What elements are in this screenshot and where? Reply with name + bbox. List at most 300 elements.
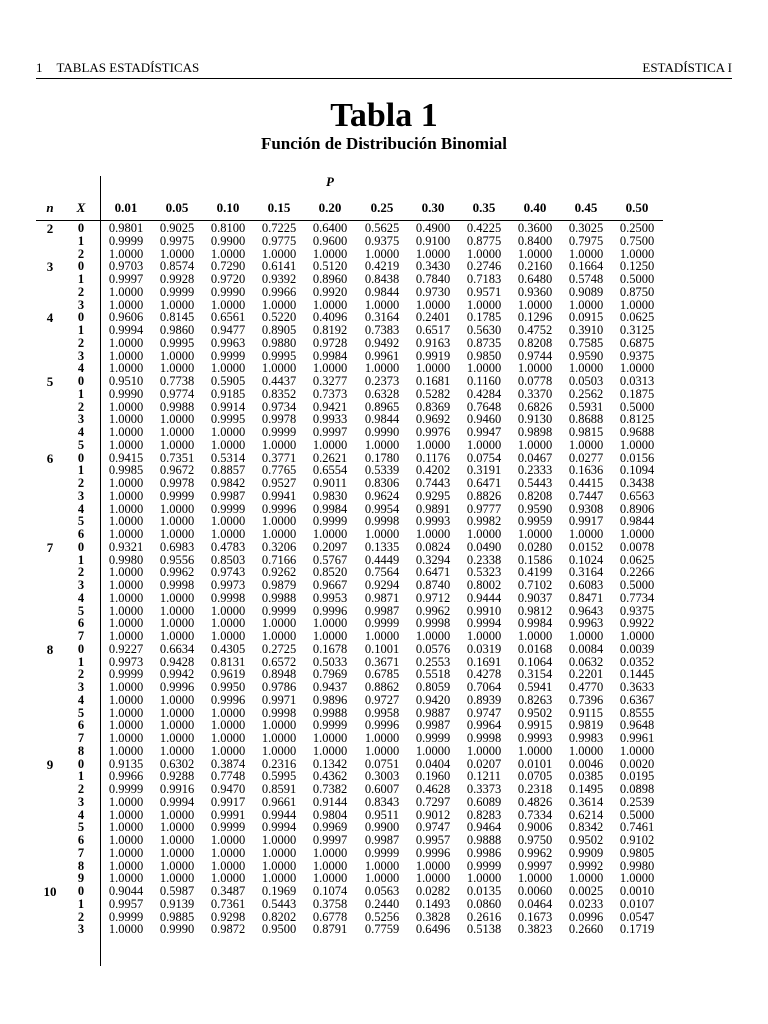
x-value: 2	[77, 565, 85, 580]
probability-cell: 1.0000	[210, 833, 246, 847]
probability-cell: 0.9969	[312, 820, 348, 835]
x-value: 8	[77, 743, 85, 758]
probability-cell: 0.2373	[364, 374, 400, 388]
probability-cell: 0.9844	[364, 412, 400, 427]
x-value: 1	[77, 386, 85, 401]
probability-cell: 0.6007	[364, 782, 400, 796]
probability-cell: 0.0705	[517, 769, 553, 784]
probability-cell: 0.9900	[210, 233, 246, 248]
section-title: TABLAS ESTADÍSTICAS	[56, 60, 200, 75]
probability-cell: 0.1664	[568, 259, 604, 274]
probability-cell: 0.9987	[364, 833, 400, 847]
x-value: 8	[77, 858, 85, 873]
probability-cell: 0.4284	[466, 386, 502, 401]
probability-cell: 0.2318	[517, 782, 553, 796]
probability-cell: 0.9984	[312, 348, 348, 363]
probability-cell: 0.3671	[364, 654, 400, 669]
probability-cell: 1.0000	[108, 527, 144, 541]
n-column-header: n	[46, 200, 54, 215]
probability-cell: 0.8192	[312, 323, 348, 337]
probability-cell: 0.9743	[210, 565, 246, 580]
probability-cell: 0.9998	[466, 731, 502, 745]
n-value: 2	[46, 221, 54, 236]
x-value: 0	[77, 221, 85, 235]
probability-cell: 1.0000	[466, 629, 502, 643]
probability-cell: 1.0000	[517, 527, 553, 541]
p-column-header: 0.10	[216, 200, 240, 215]
probability-cell: 0.9590	[517, 501, 553, 516]
probability-cell: 1.0000	[159, 845, 195, 860]
probability-cell: 1.0000	[108, 476, 144, 490]
probability-cell: 0.6634	[159, 641, 195, 656]
probability-cell: 0.1094	[619, 463, 655, 478]
probability-cell: 1.0000	[364, 858, 400, 873]
probability-cell: 0.4096	[312, 310, 348, 325]
probability-cell: 0.9963	[568, 616, 604, 631]
probability-cell: 0.9294	[364, 578, 400, 592]
probability-cell: 0.9959	[517, 514, 553, 529]
probability-cell: 0.2201	[568, 667, 604, 682]
probability-cell: 1.0000	[568, 629, 604, 643]
probability-cell: 1.0000	[364, 743, 400, 758]
x-value: 3	[77, 578, 85, 592]
probability-cell: 0.9510	[108, 374, 144, 388]
probability-cell: 1.0000	[364, 871, 400, 886]
x-value: 1	[77, 233, 85, 248]
probability-cell: 0.5033	[312, 654, 348, 669]
probability-cell: 0.9775	[261, 233, 297, 248]
probability-cell: 0.9619	[210, 667, 246, 682]
probability-cell: 0.5941	[517, 680, 553, 694]
probability-cell: 0.2616	[466, 909, 502, 924]
probability-cell: 1.0000	[261, 616, 297, 631]
probability-cell: 1.0000	[210, 743, 246, 758]
probability-cell: 0.9942	[159, 667, 195, 682]
probability-cell: 0.6328	[364, 386, 400, 401]
probability-cell: 0.8369	[415, 399, 451, 414]
probability-cell: 0.8574	[159, 259, 195, 274]
probability-cell: 1.0000	[517, 437, 553, 452]
n-value: 6	[46, 450, 54, 466]
probability-cell: 0.5443	[261, 896, 297, 911]
probability-cell: 0.9672	[159, 463, 195, 478]
probability-cell: 0.5518	[415, 667, 451, 682]
n-value: 9	[46, 756, 54, 772]
probability-cell: 0.2500	[619, 221, 655, 235]
probability-cell: 0.0352	[619, 654, 655, 669]
probability-cell: 0.7969	[312, 667, 348, 682]
probability-cell: 0.1969	[261, 884, 297, 898]
probability-cell: 0.9437	[312, 680, 348, 694]
probability-cell: 0.0751	[364, 756, 400, 771]
probability-cell: 0.9477	[210, 323, 246, 337]
probability-cell: 0.9990	[159, 922, 195, 937]
probability-cell: 1.0000	[210, 705, 246, 720]
probability-cell: 0.5314	[210, 450, 246, 465]
probability-cell: 1.0000	[159, 348, 195, 363]
probability-cell: 0.7297	[415, 794, 451, 809]
probability-cell: 0.0233	[568, 896, 604, 911]
probability-cell: 0.8503	[210, 552, 246, 567]
probability-cell: 0.4752	[517, 323, 553, 337]
probability-cell: 0.9999	[364, 616, 400, 631]
probability-cell: 0.9997	[517, 858, 553, 873]
probability-cell: 0.8939	[466, 692, 502, 707]
probability-cell: 1.0000	[312, 527, 348, 541]
probability-cell: 0.9744	[517, 348, 553, 363]
probability-cell: 0.8306	[364, 476, 400, 490]
probability-cell: 0.9885	[159, 909, 195, 924]
probability-cell: 0.9298	[210, 909, 246, 924]
probability-cell: 0.4900	[415, 221, 451, 235]
probability-cell: 1.0000	[415, 527, 451, 541]
probability-cell: 0.9999	[261, 425, 297, 439]
probability-cell: 0.9728	[312, 335, 348, 350]
probability-cell: 0.0754	[466, 450, 502, 465]
probability-cell: 0.5905	[210, 374, 246, 388]
probability-cell: 0.9998	[210, 590, 246, 605]
probability-cell: 1.0000	[159, 616, 195, 631]
probability-cell: 0.8471	[568, 590, 604, 605]
probability-cell: 1.0000	[108, 335, 144, 350]
probability-cell: 0.0280	[517, 539, 553, 554]
probability-cell: 0.4628	[415, 782, 451, 796]
probability-cell: 0.0385	[568, 769, 604, 784]
n-value: 7	[46, 539, 54, 555]
probability-cell: 1.0000	[159, 705, 195, 720]
probability-cell: 0.9500	[261, 922, 297, 937]
probability-cell: 0.6471	[466, 476, 502, 490]
probability-cell: 0.9860	[159, 323, 195, 337]
probability-cell: 0.5282	[415, 386, 451, 401]
probability-cell: 0.3164	[568, 565, 604, 580]
x-value: 2	[77, 335, 85, 350]
probability-cell: 1.0000	[108, 922, 144, 937]
probability-cell: 0.9996	[261, 501, 297, 516]
probability-cell: 0.1342	[312, 756, 348, 771]
probability-cell: 1.0000	[108, 629, 144, 643]
x-value: 1	[77, 323, 85, 337]
probability-cell: 0.9804	[312, 807, 348, 822]
probability-cell: 0.1074	[312, 884, 348, 898]
probability-cell: 1.0000	[108, 603, 144, 618]
probability-cell: 0.3370	[517, 386, 553, 401]
probability-cell: 0.7064	[466, 680, 502, 694]
x-value: 5	[77, 705, 85, 720]
probability-cell: 0.9993	[415, 514, 451, 529]
probability-cell: 0.9805	[619, 845, 655, 860]
probability-cell: 0.9962	[415, 603, 451, 618]
probability-cell: 0.0404	[415, 756, 451, 771]
probability-cell: 0.7290	[210, 259, 246, 274]
probability-cell: 0.9879	[261, 578, 297, 592]
probability-cell: 0.9961	[619, 731, 655, 745]
probability-cell: 0.9037	[517, 590, 553, 605]
x-value: 3	[77, 348, 85, 363]
probability-cell: 0.0207	[466, 756, 502, 771]
probability-cell: 0.9922	[619, 616, 655, 631]
probability-cell: 0.0563	[364, 884, 400, 898]
probability-cell: 0.7361	[210, 896, 246, 911]
probability-cell: 1.0000	[108, 820, 144, 835]
probability-cell: 1.0000	[415, 297, 451, 312]
probability-cell: 1.0000	[364, 361, 400, 376]
probability-cell: 0.9492	[364, 335, 400, 350]
x-value: 2	[77, 246, 85, 261]
probability-cell: 1.0000	[210, 514, 246, 529]
probability-cell: 0.7383	[364, 323, 400, 337]
probability-cell: 1.0000	[517, 871, 553, 886]
x-value: 9	[77, 871, 85, 886]
probability-cell: 0.9999	[108, 667, 144, 682]
probability-cell: 0.0152	[568, 539, 604, 554]
probability-cell: 1.0000	[210, 246, 246, 261]
probability-cell: 0.9730	[415, 284, 451, 299]
probability-cell: 0.9914	[210, 399, 246, 414]
probability-cell: 0.1335	[364, 539, 400, 554]
probability-cell: 0.5625	[364, 221, 400, 235]
probability-cell: 1.0000	[108, 590, 144, 605]
n-value: 3	[46, 259, 54, 275]
probability-cell: 1.0000	[159, 820, 195, 835]
probability-cell: 0.9830	[312, 488, 348, 503]
probability-cell: 1.0000	[210, 297, 246, 312]
probability-cell: 0.9888	[466, 833, 502, 847]
probability-cell: 0.9999	[312, 718, 348, 733]
probability-cell: 1.0000	[261, 731, 297, 745]
probability-cell: 1.0000	[619, 437, 655, 452]
probability-cell: 0.0778	[517, 374, 553, 388]
probability-cell: 0.9999	[210, 501, 246, 516]
probability-cell: 0.9910	[466, 603, 502, 618]
probability-cell: 1.0000	[364, 297, 400, 312]
probability-cell: 1.0000	[108, 858, 144, 873]
probability-cell: 0.9712	[415, 590, 451, 605]
x-value: 1	[77, 896, 85, 911]
probability-cell: 0.9703	[108, 259, 144, 274]
probability-cell: 0.3828	[415, 909, 451, 924]
probability-cell: 1.0000	[108, 833, 144, 847]
probability-cell: 0.9999	[415, 731, 451, 745]
x-value: 5	[77, 603, 85, 618]
probability-cell: 0.4437	[261, 374, 297, 388]
probability-cell: 0.9308	[568, 501, 604, 516]
probability-cell: 1.0000	[261, 514, 297, 529]
probability-cell: 1.0000	[466, 246, 502, 261]
probability-cell: 1.0000	[619, 361, 655, 376]
probability-cell: 0.6214	[568, 807, 604, 822]
probability-cell: 0.9163	[415, 335, 451, 350]
probability-cell: 0.2553	[415, 654, 451, 669]
probability-cell: 0.1211	[467, 769, 501, 784]
probability-cell: 0.7102	[517, 578, 553, 592]
probability-cell: 0.5000	[619, 272, 655, 286]
probability-cell: 0.3154	[517, 667, 553, 682]
probability-cell: 0.9288	[159, 769, 195, 784]
probability-cell: 0.9819	[568, 718, 604, 733]
probability-cell: 0.9896	[312, 692, 348, 707]
probability-cell: 0.0632	[568, 654, 604, 669]
probability-cell: 1.0000	[210, 616, 246, 631]
probability-cell: 0.6983	[159, 539, 195, 554]
probability-cell: 0.9880	[261, 335, 297, 350]
probability-cell: 0.2097	[312, 539, 348, 554]
probability-cell: 0.2401	[415, 310, 451, 325]
probability-cell: 0.9933	[312, 412, 348, 427]
probability-cell: 1.0000	[415, 858, 451, 873]
probability-cell: 0.2266	[619, 565, 655, 580]
probability-cell: 0.9917	[210, 794, 246, 809]
probability-cell: 0.8965	[364, 399, 400, 414]
probability-cell: 0.9999	[312, 514, 348, 529]
probability-cell: 1.0000	[517, 246, 553, 261]
probability-cell: 0.7334	[517, 807, 553, 822]
probability-cell: 0.9995	[159, 335, 195, 350]
probability-cell: 0.9643	[568, 603, 604, 618]
probability-cell: 0.0915	[568, 310, 604, 325]
probability-cell: 0.9139	[159, 896, 195, 911]
probability-cell: 0.9985	[108, 463, 144, 478]
probability-cell: 1.0000	[261, 527, 297, 541]
probability-cell: 0.9976	[415, 425, 451, 439]
probability-cell: 0.9947	[466, 425, 502, 439]
probability-cell: 0.3487	[210, 884, 246, 898]
probability-cell: 1.0000	[312, 246, 348, 261]
probability-cell: 0.9996	[364, 718, 400, 733]
probability-cell: 0.8775	[466, 233, 502, 248]
probability-cell: 1.0000	[568, 743, 604, 758]
probability-cell: 0.9944	[261, 807, 297, 822]
probability-cell: 0.3277	[312, 374, 348, 388]
p-column-header: 0.50	[625, 200, 649, 215]
probability-cell: 0.9987	[415, 718, 451, 733]
probability-cell: 0.3910	[568, 323, 604, 337]
probability-cell: 0.9997	[108, 272, 144, 286]
book-title: ESTADÍSTICA I	[642, 60, 732, 75]
probability-cell: 0.9688	[619, 425, 655, 439]
probability-cell: 0.9360	[517, 284, 553, 299]
probability-cell: 0.8343	[364, 794, 400, 809]
probability-cell: 0.9998	[364, 514, 400, 529]
probability-cell: 0.6471	[415, 565, 451, 580]
probability-cell: 0.7225	[261, 221, 297, 235]
x-value: 2	[77, 782, 85, 796]
probability-cell: 0.0010	[619, 884, 655, 898]
probability-cell: 0.9983	[568, 731, 604, 745]
probability-cell: 1.0000	[108, 705, 144, 720]
probability-cell: 0.9815	[568, 425, 604, 439]
p-column-header: 0.45	[574, 200, 598, 215]
probability-cell: 0.7500	[619, 233, 655, 248]
probability-cell: 0.3600	[517, 221, 553, 235]
probability-cell: 0.7648	[466, 399, 502, 414]
probability-cell: 0.4202	[415, 463, 451, 478]
probability-cell: 0.9185	[210, 386, 246, 401]
probability-cell: 1.0000	[364, 731, 400, 745]
probability-cell: 0.1176	[416, 450, 450, 465]
probability-cell: 1.0000	[108, 297, 144, 312]
probability-cell: 0.4449	[364, 552, 400, 567]
x-value: 2	[77, 667, 85, 682]
probability-cell: 0.4219	[364, 259, 400, 274]
probability-cell: 0.9089	[568, 284, 604, 299]
x-value: 3	[77, 412, 85, 427]
probability-cell: 0.5748	[568, 272, 604, 286]
probability-cell: 0.9917	[568, 514, 604, 529]
probability-cell: 0.9600	[312, 233, 348, 248]
probability-cell: 1.0000	[108, 743, 144, 758]
probability-cell: 1.0000	[108, 348, 144, 363]
probability-cell: 1.0000	[159, 718, 195, 733]
probability-cell: 0.9900	[364, 820, 400, 835]
probability-cell: 0.2316	[261, 756, 297, 771]
probability-cell: 1.0000	[568, 527, 604, 541]
probability-cell: 0.6517	[415, 323, 451, 337]
p-column-header: 0.01	[114, 200, 138, 215]
x-value: 0	[77, 884, 85, 898]
probability-cell: 1.0000	[312, 845, 348, 860]
probability-cell: 1.0000	[108, 578, 144, 592]
probability-cell: 1.0000	[364, 246, 400, 261]
probability-cell: 0.9996	[159, 680, 195, 694]
probability-cell: 1.0000	[108, 692, 144, 707]
probability-cell: 1.0000	[415, 246, 451, 261]
x-value: 6	[77, 833, 85, 847]
probability-cell: 1.0000	[261, 297, 297, 312]
probability-cell: 1.0000	[619, 629, 655, 643]
probability-cell: 0.9990	[210, 284, 246, 299]
probability-cell: 0.0084	[568, 641, 604, 656]
probability-cell: 0.9464	[466, 820, 502, 835]
probability-cell: 0.0898	[619, 782, 655, 796]
probability-cell: 0.7461	[619, 820, 655, 835]
probability-cell: 0.7183	[466, 272, 502, 286]
probability-cell: 0.9571	[466, 284, 502, 299]
probability-cell: 0.9872	[210, 922, 246, 937]
probability-cell: 0.1493	[415, 896, 451, 911]
probability-cell: 0.9227	[108, 641, 144, 656]
probability-cell: 0.9844	[364, 284, 400, 299]
probability-cell: 0.7975	[568, 233, 604, 248]
probability-cell: 0.9999	[210, 820, 246, 835]
probability-cell: 0.3771	[261, 450, 297, 465]
probability-cell: 0.6826	[517, 399, 553, 414]
probability-cell: 0.9999	[466, 858, 502, 873]
probability-cell: 0.3025	[568, 221, 604, 235]
probability-cell: 0.9962	[159, 565, 195, 580]
probability-cell: 0.7447	[568, 488, 604, 503]
probability-cell: 0.9954	[364, 501, 400, 516]
probability-cell: 1.0000	[568, 437, 604, 452]
probability-cell: 1.0000	[159, 297, 195, 312]
x-value: 1	[77, 552, 85, 567]
p-column-header: 0.30	[421, 200, 445, 215]
x-value: 0	[77, 374, 85, 388]
probability-cell: 0.9590	[568, 348, 604, 363]
probability-cell: 0.0025	[568, 884, 604, 898]
probability-cell: 0.9997	[312, 425, 348, 439]
probability-cell: 1.0000	[568, 361, 604, 376]
probability-cell: 0.9887	[415, 705, 451, 720]
probability-cell: 0.9999	[364, 845, 400, 860]
probability-cell: 0.1636	[568, 463, 604, 478]
probability-cell: 0.9987	[364, 603, 400, 618]
probability-cell: 0.0547	[619, 909, 655, 924]
probability-cell: 0.6785	[364, 667, 400, 682]
probability-cell: 0.9958	[364, 705, 400, 720]
probability-cell: 0.9727	[364, 692, 400, 707]
probability-cell: 0.5931	[568, 399, 604, 414]
